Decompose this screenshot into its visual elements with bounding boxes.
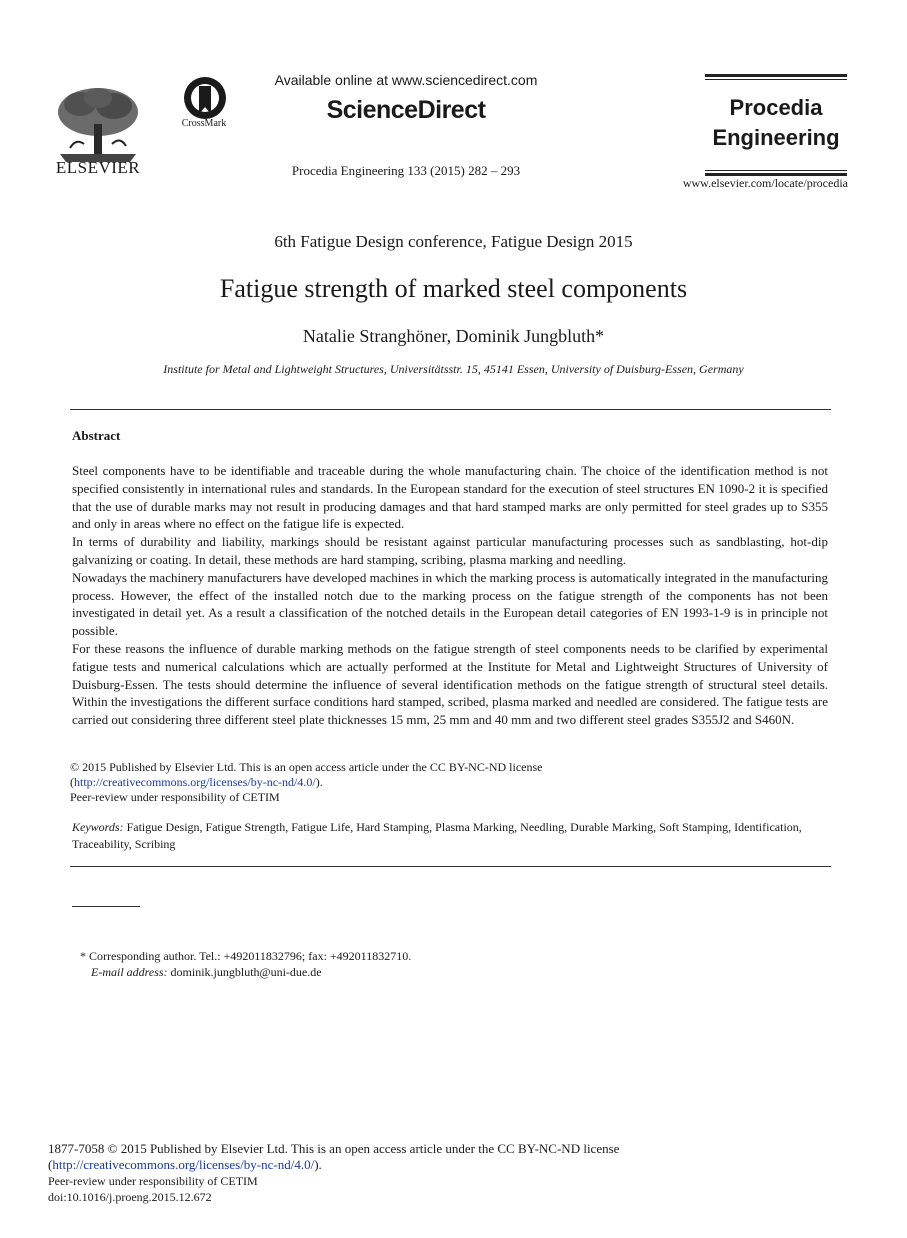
journal-name-line1: Procedia [729,95,823,120]
journal-banner-rule [705,79,847,80]
abstract-paragraph: For these reasons the influence of durable marking methods on the fatigue strength of steel components needs to be clarified by experimental fatigue tests and numerical calculations which are actually performed at the Institute for Metal and Lightweight Structures of University of Duisburg-Essen. The tests should determine the influence of several identification methods on the fatigue strength of structural steel details. Within the investigations the different surface conditions hard stamped, scribed, plasma marked and needled are considered. The fatigue tests are carried out considering three different steel plate thicknesses 15 mm, 25 mm and 40 mm and two different steel grades S355J2 and S460N. [72,640,828,728]
crossmark-label: CrossMark [181,118,227,129]
footnote-rule [72,906,140,907]
section-divider [70,409,831,410]
email-link[interactable]: dominik.jungbluth@uni-due.de [170,965,322,979]
sciencedirect-wordmark: ScienceDirect [326,96,486,124]
author-list: Natalie Stranghöner, Dominik Jungbluth* [302,326,605,346]
issn-license-text: 1877-7058 © 2015 Published by Elsevier Ltd. This is an open access article under the CC BY-NC-ND license [48,1141,620,1156]
license-notice [70,760,770,805]
available-online-text: Available online at www.sciencedirect.com [274,72,538,88]
paren-open: ( [48,1157,53,1172]
issn-license-block [48,1141,848,1205]
journal-name-line2: Engineering [712,125,840,150]
conference-name: 6th Fatigue Design conference, Fatigue Design 2015 [274,232,633,251]
journal-banner [705,93,847,153]
corresponding-author-footnote [80,948,780,980]
paper-title: Fatigue strength of marked steel components [219,274,688,303]
abstract-paragraph: Steel components have to be identifiable and traceable during the whole manufacturing chain. The choice of the identification method is not specified consistently in international rules and standards. In the European standard for the execution of steel structures EN 1090-2 it is specified that the use of durable marks may not result in producing damages and that hard stamped marks are only permitted for steel grades up to S355 and only in areas where no effect on the fatigue life is expected. [72,463,828,532]
license-link[interactable]: http://creativecommons.org/licenses/by-nc-nd/4.0/ [52,1157,315,1172]
journal-banner-rule [705,170,847,171]
doi-link[interactable]: doi:10.1016/j.proeng.2015.12.672 [48,1190,212,1204]
journal-reference: Procedia Engineering 133 (2015) 282 – 293 [291,163,521,178]
keywords-block [72,819,832,853]
abstract-paragraph: In terms of durability and liability, markings should be resistant against particular manufacturing processes such as sandblasting, hot-dip galvanizing or coating. In detail, these methods are hard stamping, scribing, plasma marking and needling. [72,534,828,567]
author-affiliation: Institute for Metal and Lightweight Structures, Universitätsstr. 15, 45141 Essen, University of Duisburg-Essen, Germany [163,362,744,376]
license-text: © 2015 Published by Elsevier Ltd. This is an open access article under the CC BY-NC-ND license [70,760,543,774]
publisher-wordmark: ELSEVIER [55,158,141,177]
paren-close: ). [315,775,323,789]
paren-open: ( [70,775,74,789]
peer-review-notice: Peer-review under responsibility of CETIM [48,1174,258,1188]
license-link-line [70,775,770,790]
email-label: E-mail address: [91,965,168,979]
license-link-line [48,1157,848,1173]
abstract-paragraph: Nowadays the machinery manufacturers have developed machines in which the marking process is automatically integrated in the manufacturing process. However, the effect of the installed notch due to the marking process on the fatigue strength of the components has not been investigated in detail yet. As a result a classification of the notched details in the European detail categories of EN 1993-1-9 is in principle not possible. [72,569,828,639]
keywords-text: Fatigue Design, Fatigue Strength, Fatigue Life, Hard Stamping, Plasma Marking, Needling, Durable Marking, Soft Stamping, Identification, Traceability, Scribing [72,820,802,851]
paren-close: ). [314,1157,322,1172]
keywords-label: Keywords: [72,820,124,834]
peer-review-notice: Peer-review under responsibility of CETIM [70,790,280,804]
abstract-body [72,462,828,729]
section-divider [70,866,831,867]
journal-banner-rule [705,74,847,77]
email-line [80,964,780,980]
corresponding-author-contact: * Corresponding author. Tel.: +492011832796; fax: +492011832710. [80,949,412,963]
license-link[interactable]: http://creativecommons.org/licenses/by-nc-nd/4.0/ [74,775,316,789]
journal-url-link[interactable]: www.elsevier.com/locate/procedia [682,176,848,190]
abstract-heading: Abstract [72,428,121,443]
